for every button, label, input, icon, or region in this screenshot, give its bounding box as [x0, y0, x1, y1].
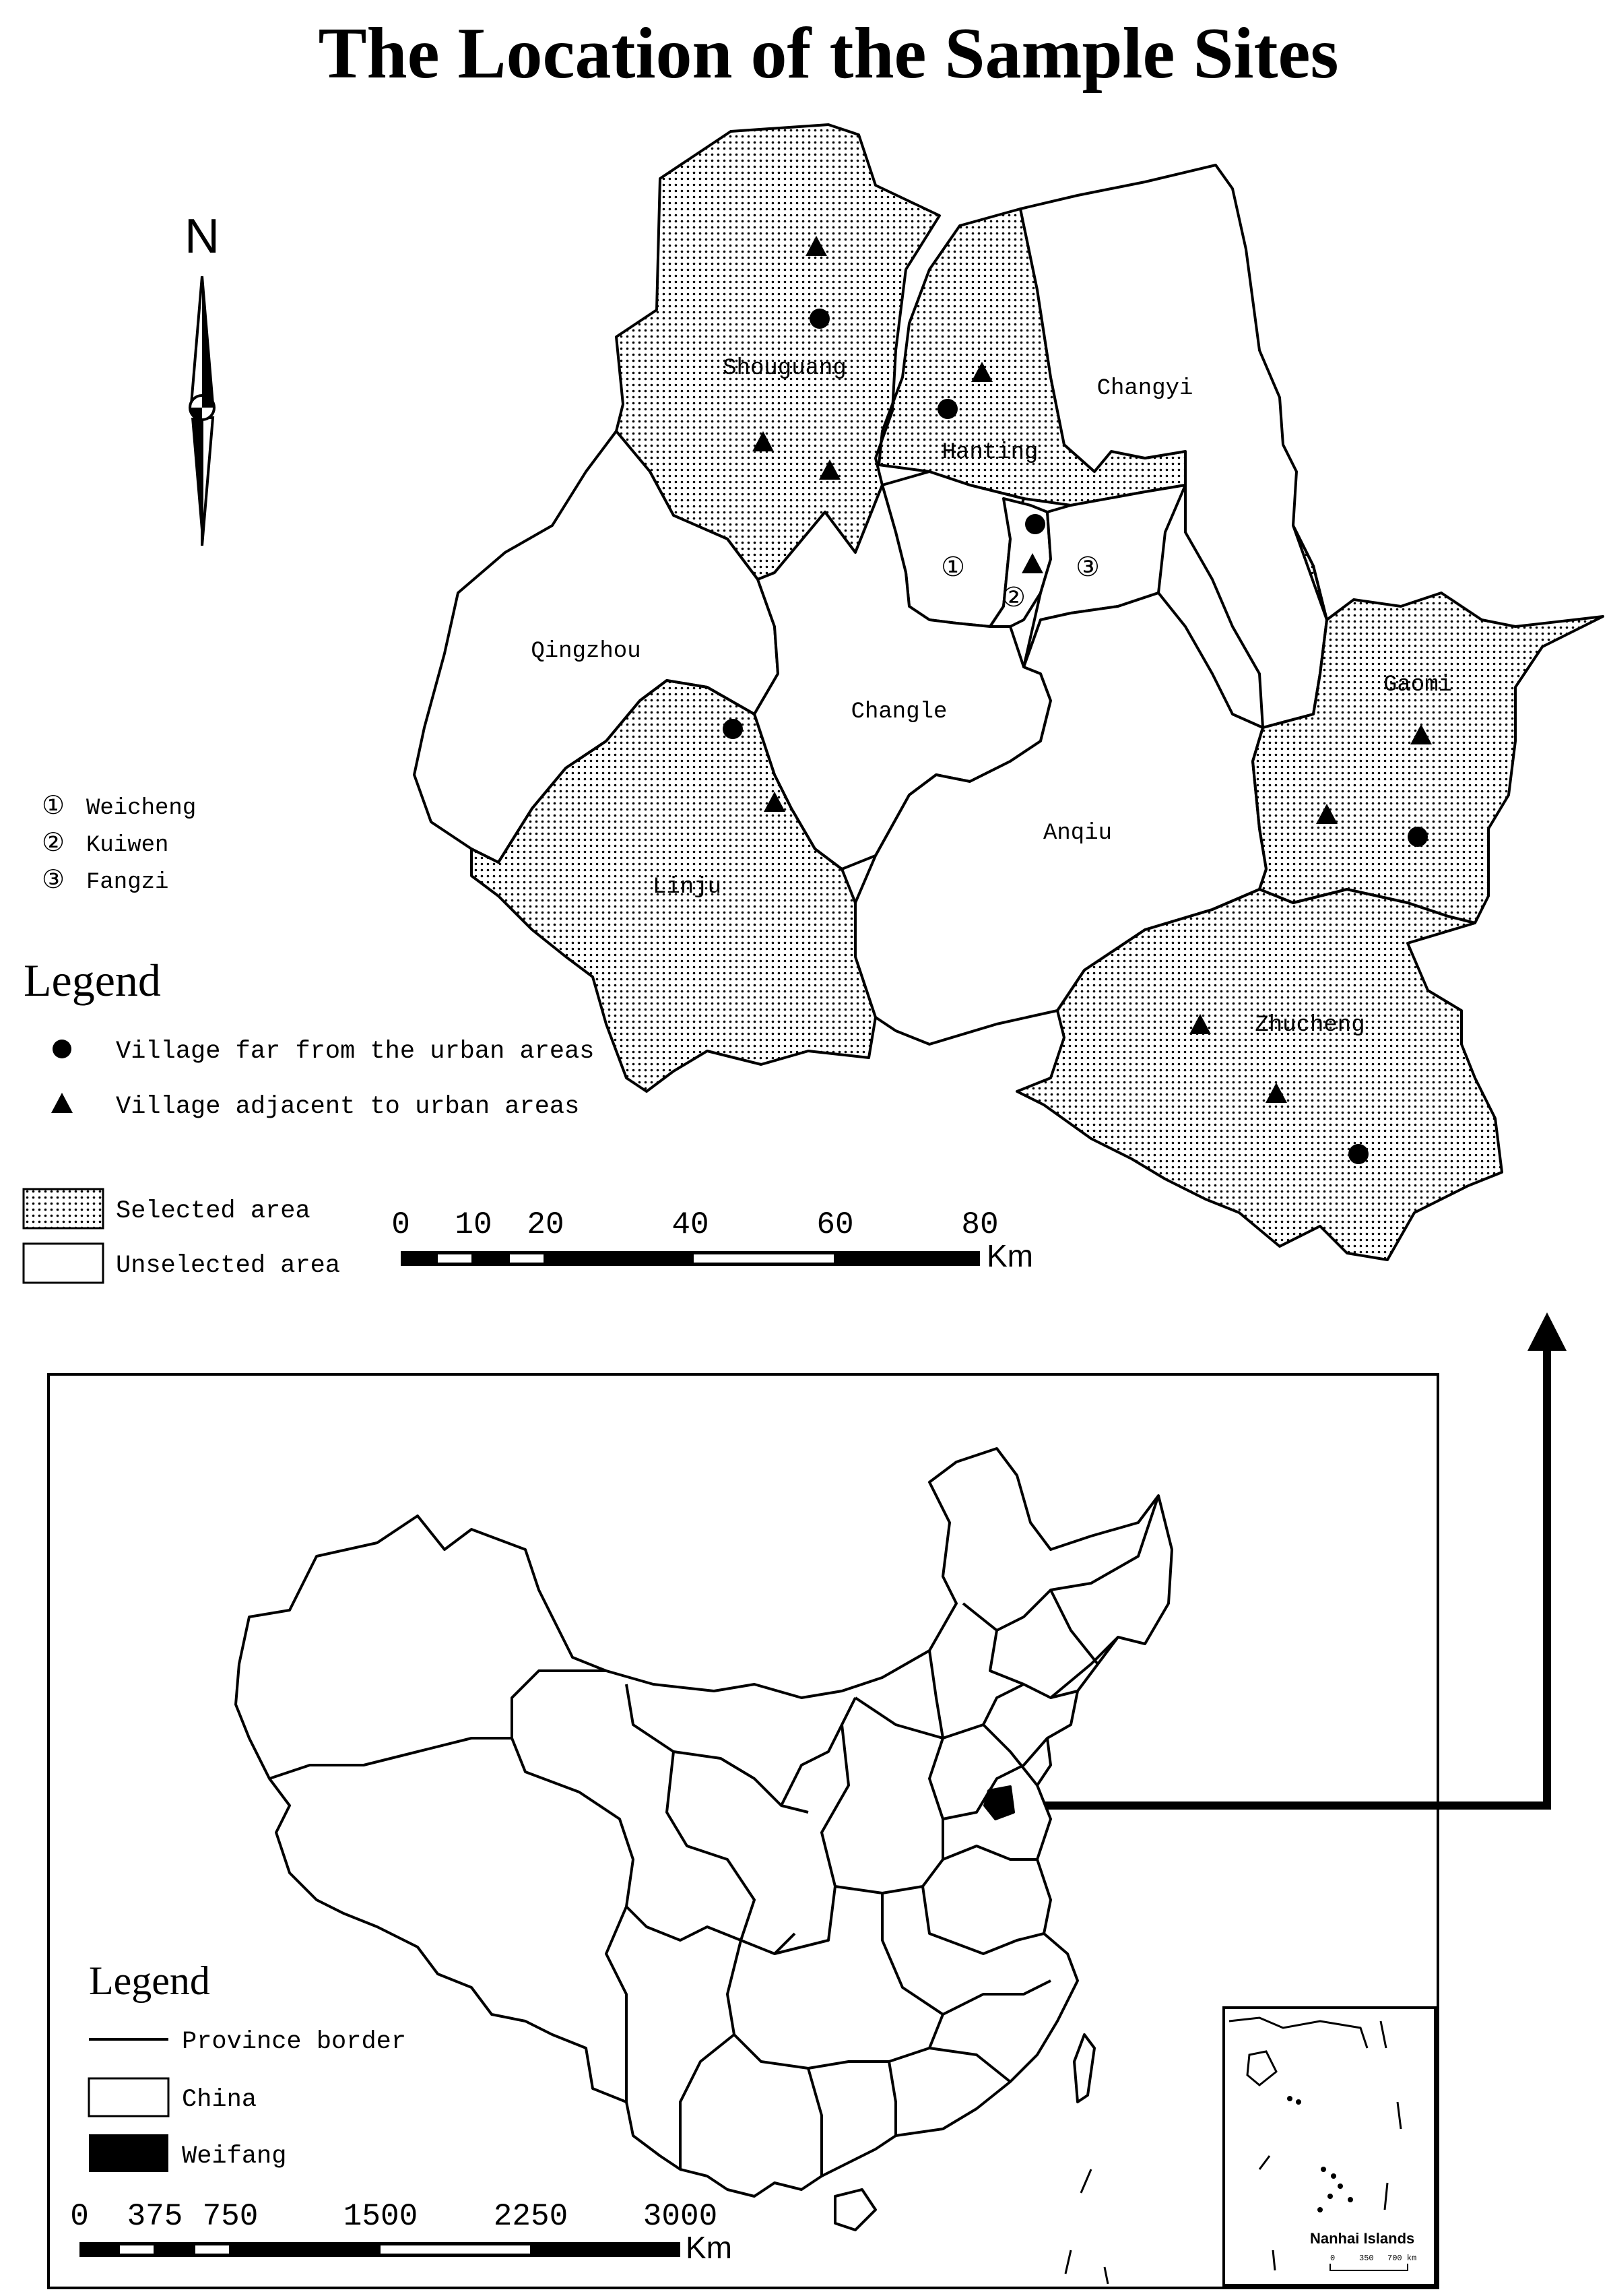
selected-area-swatch — [24, 1189, 103, 1228]
scale-top-tick-10: 10 — [455, 1207, 492, 1242]
map-title: The Location of the Sample Sites — [318, 13, 1339, 94]
label-changle: Changle — [851, 699, 948, 725]
far-village-marker — [1025, 514, 1045, 534]
label-anqiu: Anqiu — [1043, 821, 1113, 846]
far-village-marker — [810, 309, 830, 329]
key-name-kuiwen: Kuiwen — [86, 833, 169, 858]
far-village-marker — [938, 399, 958, 419]
legend-unselected-area: Unselected area — [116, 1252, 341, 1280]
inset-tick-0: 0 — [1330, 2254, 1336, 2263]
scale-top-tick-60: 60 — [816, 1207, 854, 1242]
scale-top-tick-0: 0 — [391, 1207, 410, 1242]
china-map — [236, 1448, 1172, 2230]
taiwan-island — [1074, 2035, 1094, 2102]
scale-bar-bottom — [70, 2199, 732, 2265]
unselected-area-swatch — [24, 1244, 103, 1283]
key-marker-kuiwen: ② — [42, 829, 65, 857]
scale-bottom-tick-0: 0 — [70, 2199, 89, 2234]
legend-adjacent-village: Village adjacent to urban areas — [116, 1093, 580, 1121]
label-kuiwen-marker: ② — [1001, 583, 1026, 612]
label-gaomi: Gaomi — [1383, 672, 1453, 698]
north-label: N — [185, 210, 220, 263]
far-village-marker — [1408, 827, 1428, 847]
scale-bottom-tick-375: 375 — [127, 2199, 183, 2234]
scale-top-unit: Km — [987, 1238, 1033, 1273]
china-outline — [236, 1448, 1172, 2196]
scale-top-tick-40: 40 — [671, 1207, 709, 1242]
key-marker-weicheng: ① — [42, 792, 65, 820]
legend-china: China — [182, 2086, 257, 2114]
inset-label: Nanhai Islands — [1310, 2230, 1415, 2247]
key-marker-fangzi: ③ — [42, 866, 65, 894]
legend-weifang: Weifang — [182, 2142, 287, 2171]
inset-tick-350: 350 — [1359, 2254, 1374, 2263]
north-arrow-icon — [185, 210, 220, 546]
label-shouguang: Shouguang — [723, 356, 847, 381]
label-qingzhou: Qingzhou — [531, 639, 641, 664]
scale-top-tick-20: 20 — [527, 1207, 564, 1242]
up-arrow-icon — [1528, 1312, 1567, 1351]
scale-bottom-tick-2250: 2250 — [493, 2199, 568, 2234]
scale-top-tick-80: 80 — [961, 1207, 999, 1242]
far-village-marker — [723, 719, 743, 739]
label-weicheng-marker: ① — [941, 552, 965, 582]
nanhai-inset — [1224, 2008, 1435, 2285]
far-village-marker — [1348, 1144, 1369, 1164]
key-name-fangzi: Fangzi — [86, 870, 169, 895]
label-hanting: Hanting — [942, 440, 1039, 466]
scale-bottom-unit: Km — [686, 2230, 732, 2265]
weifang-swatch — [89, 2134, 168, 2172]
scale-bottom-tick-3000: 3000 — [643, 2199, 718, 2234]
hainan-island — [835, 2190, 876, 2230]
legend-top — [24, 955, 595, 1283]
legend-province-border: Province border — [182, 2028, 407, 2056]
legend-bottom-title: Legend — [89, 1958, 210, 2003]
urban-district-key — [42, 792, 196, 895]
scale-bar-top — [391, 1207, 1033, 1273]
label-fangzi-marker: ③ — [1076, 552, 1100, 582]
label-changyi: Changyi — [1096, 376, 1193, 402]
legend-selected-area: Selected area — [116, 1197, 310, 1225]
legend-far-village: Village far from the urban areas — [116, 1038, 595, 1066]
label-linju: Linju — [652, 874, 722, 900]
legend-top-title: Legend — [24, 955, 161, 1006]
key-name-weicheng: Weicheng — [86, 796, 197, 821]
far-village-icon — [53, 1040, 71, 1058]
scale-bottom-tick-750: 750 — [202, 2199, 259, 2234]
scale-bottom-tick-1500: 1500 — [343, 2199, 418, 2234]
label-zhucheng: Zhucheng — [1255, 1013, 1365, 1038]
legend-bottom — [89, 1958, 406, 2172]
china-swatch — [89, 2078, 168, 2116]
adjacent-village-icon — [51, 1093, 73, 1113]
inset-tick-700: 700 km — [1387, 2254, 1417, 2263]
